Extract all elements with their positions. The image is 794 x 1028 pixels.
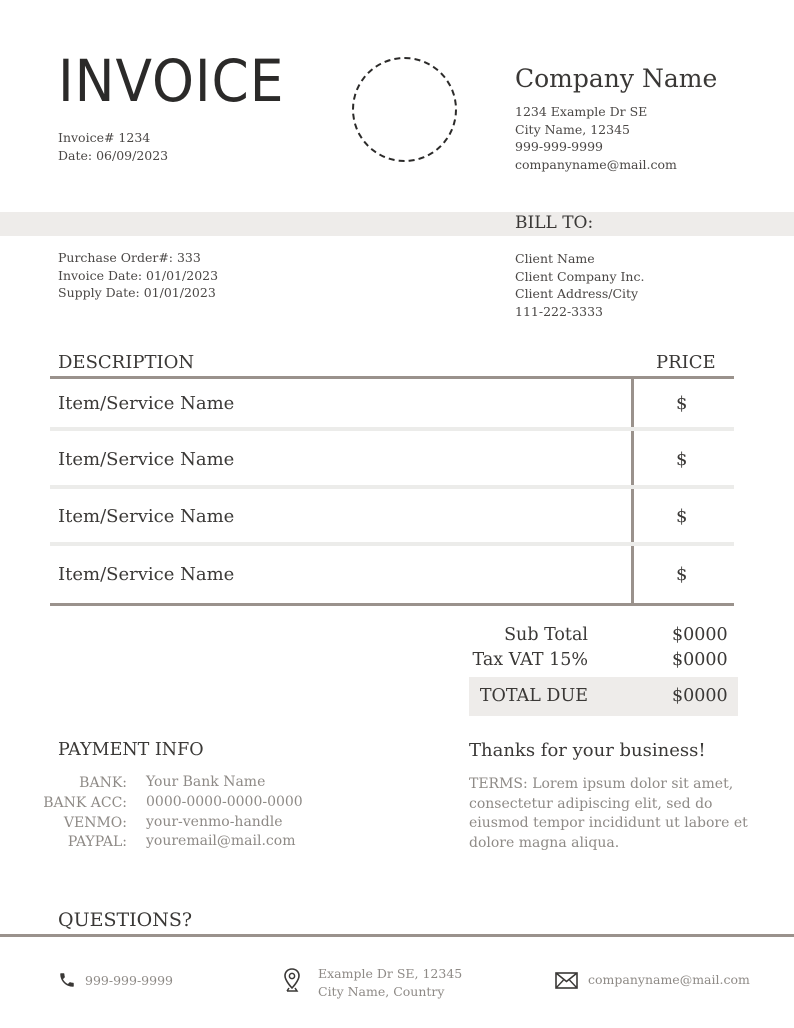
bank-account-value: 0000-0000-0000-0000 <box>146 794 303 810</box>
thanks-message: Thanks for your business! <box>469 740 706 761</box>
footer-address-line2: City Name, Country <box>318 984 445 999</box>
description-header: DESCRIPTION <box>58 352 195 373</box>
table-row-name: Item/Service Name <box>58 564 235 585</box>
table-row-price: $ <box>676 506 688 527</box>
company-address: 1234 Example Dr SE <box>515 104 648 119</box>
subtotal-label: Sub Total <box>504 625 588 645</box>
invoice-date-line: Invoice Date: 01/01/2023 <box>58 267 219 283</box>
bill-to-heading: BILL TO: <box>515 213 594 233</box>
venmo-value: your-venmo-handle <box>146 814 283 830</box>
subtotal-value: $0000 <box>672 625 728 645</box>
bill-to-band <box>0 212 794 236</box>
footer-phone: 999-999-9999 <box>85 973 173 988</box>
price-header: PRICE <box>656 352 716 373</box>
purchase-order: Purchase Order#: 333 <box>58 250 201 265</box>
client-phone: 111-222-3333 <box>515 303 603 319</box>
company-phone: 999-999-9999 <box>515 139 603 154</box>
company-email: companyname@mail.com <box>515 156 677 172</box>
table-row-name: Item/Service Name <box>58 393 235 414</box>
row-separator <box>50 542 734 546</box>
payment-info-heading: PAYMENT INFO <box>58 740 204 760</box>
company-details <box>515 103 677 173</box>
terms-text: TERMS: Lorem ipsum dolor sit amet, consectetur adipiscing elit, sed do eiusmod tempor incididunt ut labore et dolore magna aliqua. <box>469 776 748 851</box>
footer-address-line1: Example Dr SE, 12345 <box>318 966 463 981</box>
table-column-divider <box>631 378 634 606</box>
table-bottom-rule <box>50 603 734 606</box>
client-details <box>515 250 644 320</box>
invoice-title: INVOICE <box>58 47 285 115</box>
order-details <box>58 249 218 302</box>
invoice-date: Date: 06/09/2023 <box>58 147 169 163</box>
tax-value: $0000 <box>672 650 728 670</box>
company-city: City Name, 12345 <box>515 121 630 137</box>
footer-email: companyname@mail.com <box>588 972 750 987</box>
questions-heading: QUESTIONS? <box>58 909 193 931</box>
invoice-number: Invoice# 1234 <box>58 130 151 145</box>
client-address: Client Address/City <box>515 286 639 301</box>
table-row-price: $ <box>676 393 688 414</box>
tax-label: Tax VAT 15% <box>472 650 588 670</box>
footer-address <box>318 965 462 1001</box>
phone-icon <box>58 971 76 989</box>
mail-icon <box>555 972 578 989</box>
paypal-label: PAYPAL: <box>67 834 127 850</box>
client-name: Client Name <box>515 251 595 266</box>
total-due-label: TOTAL DUE <box>479 686 588 706</box>
table-row-name: Item/Service Name <box>58 506 235 527</box>
bank-value: Your Bank Name <box>146 774 266 790</box>
venmo-label: VENMO: <box>63 815 127 831</box>
total-due-value: $0000 <box>672 686 728 706</box>
invoice-meta <box>58 129 168 164</box>
bank-label: BANK: <box>79 775 127 791</box>
footer-rule <box>0 934 794 937</box>
supply-date-line: Supply Date: 01/01/2023 <box>58 285 216 300</box>
table-row-name: Item/Service Name <box>58 449 235 470</box>
row-separator <box>50 485 734 489</box>
table-row-price: $ <box>676 449 688 470</box>
paypal-value: youremail@mail.com <box>146 833 296 849</box>
row-separator <box>50 427 734 431</box>
logo-placeholder <box>352 57 457 162</box>
bank-account-label: BANK ACC: <box>43 795 127 811</box>
client-company: Client Company Inc. <box>515 268 645 284</box>
table-row-price: $ <box>676 564 688 585</box>
location-pin-icon <box>283 967 301 995</box>
company-name: Company Name <box>515 64 718 93</box>
